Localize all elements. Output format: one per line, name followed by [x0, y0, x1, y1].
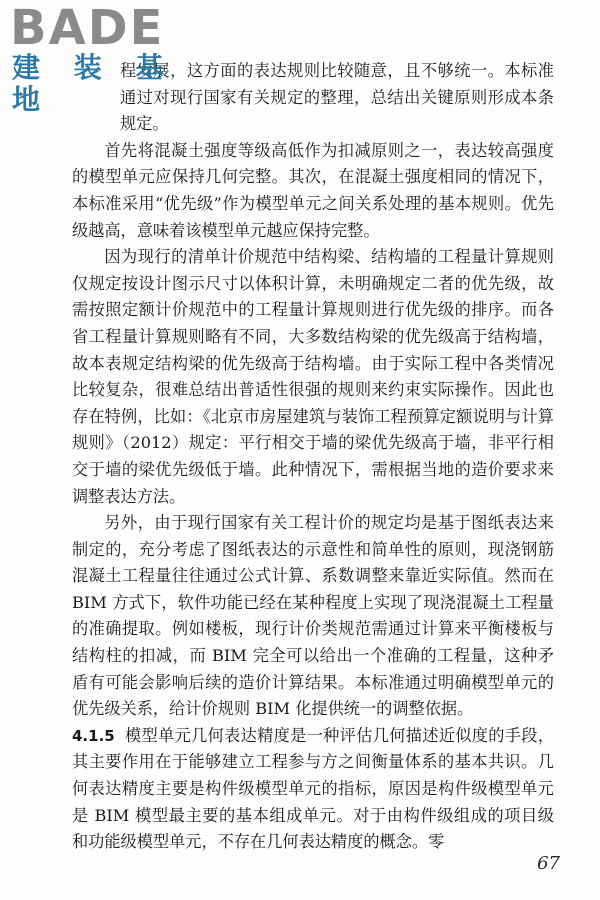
body-text — [72, 58, 554, 856]
watermark-brand: BADE — [10, 0, 165, 56]
paragraph: 因为现行的清单计价规范中结构梁、结构墙的工程量计算规则仅规定按设计图示尺寸以体积计算，未明确规定二者的优先级，故需按照定额计价规范中的工程量计算规则进行优先级的排序。而各省工程量计算规则略有不同，大多数结构梁的优先级高于结构墙，故本表规定结构梁的优先级高于结构墙。由于实际工程中各类情况比较复杂，很难总结出普适性很强的规则来约束实际操作。因此也存在特例，比如：《北京市房屋建筑与装饰工程预算定额说明与计算规则》（2012）规定：平行相交于墙的梁优先级高于墙，非平行相交于墙的梁优先级低于墙。此种情况下，需根据当地的造价要求来调整表达方法。 — [72, 247, 554, 506]
page-number: 67 — [537, 853, 560, 874]
watermark-logo — [6, 0, 206, 116]
paragraph: 另外，由于现行国家有关工程计价的规定均是基于图纸表达来制定的，充分考虑了图纸表达的示意性和简单性的原则，现浇钢筋混凝土工程量往往通过公式计算、系数调整来靠近实际值。然而在 BIM 方式下，软件功能已经在某种程度上实现了现浇混凝土工程量的准确提取。例如楼板，现行计价类规范需通过计算来平衡楼板与结构柱的扣减，而 BIM 完全可以给出一个准确的工程量，这种矛盾有可能会影响后续的造价计算结果。本标准通过明确模型单元的优先级关系，给计价规则 BIM 化提供统一的调整依据。 — [72, 513, 554, 719]
paragraph-continued: 程发展，这方面的表达规则比较随意，且不够统一。本标准通过对现行国家有关规定的整理，总结出关键原则形成本条规定。 — [120, 61, 554, 134]
clause-paragraph — [72, 723, 554, 856]
watermark-cn: 建 装 基 地 — [12, 51, 176, 116]
clause-number: 4.1.5 — [72, 726, 115, 745]
paragraph: 首先将混凝土强度等级高低作为扣减原则之一，表达较高强度的模型单元应保持几何完整。其次，在混凝土强度相同的情况下，本标准采用“优先级”作为模型单元之间关系处理的基本规则。优先级越高，意味着该模型单元越应保持完整。 — [72, 140, 554, 240]
clause-text: 模型单元几何表达精度是一种评估几何描述近似度的手段，其主要作用在于能够建立工程参与方之间衡量体系的基本共识。几何表达精度主要是构件级模型单元的指标，原因是构件级模型单元是 BIM 模型最主要的基本组成单元。对于由构件级组成的项目级和功能级模型单元，不存在几何表达精度的概念。零 — [72, 725, 554, 852]
